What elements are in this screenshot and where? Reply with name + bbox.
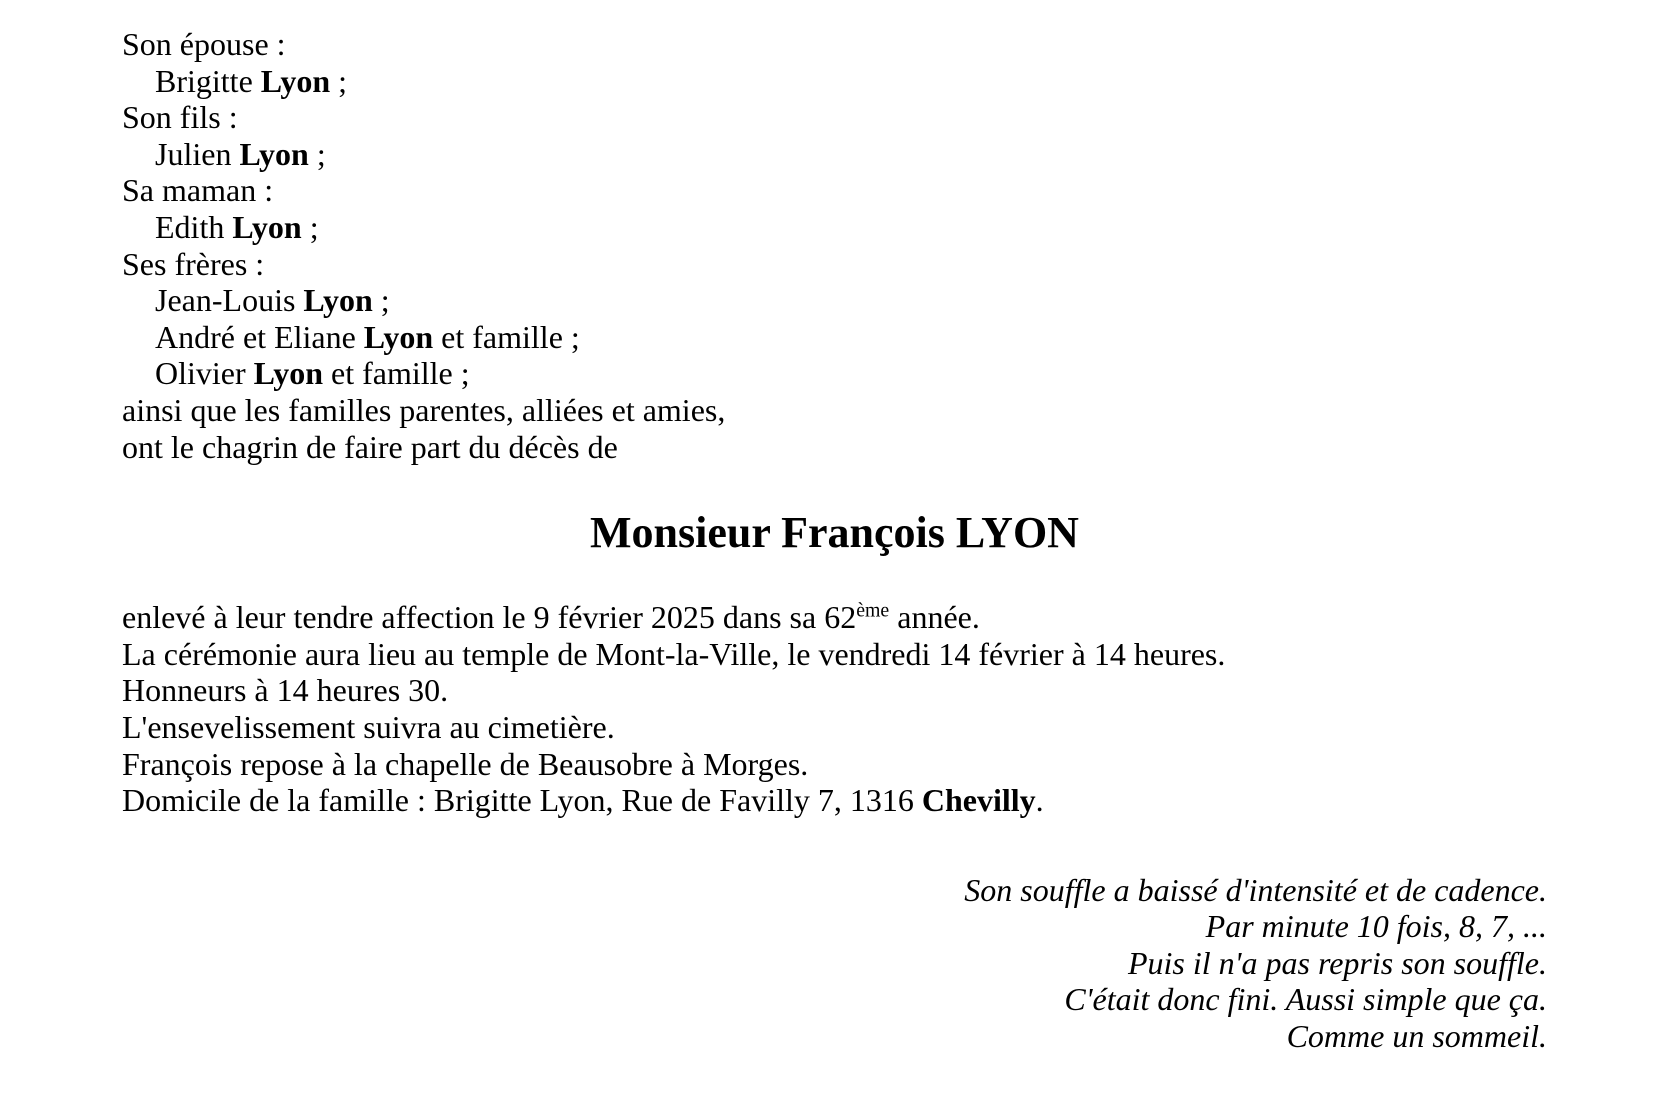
text-segment: ème xyxy=(856,599,890,622)
emphasized-text: Lyon xyxy=(232,208,302,245)
text-line xyxy=(122,136,1547,173)
text-segment: ainsi que les familles parentes, alliées et amies, xyxy=(122,391,726,428)
text-line xyxy=(122,599,1547,636)
text-segment: François repose à la chapelle de Beausobre à Morges. xyxy=(122,745,809,782)
text-line xyxy=(122,246,1547,283)
text-segment: Son fils : xyxy=(122,99,238,136)
text-segment: Olivier xyxy=(155,355,254,392)
text-line xyxy=(122,872,1547,909)
text-segment: Comme un sommeil. xyxy=(1286,1018,1547,1055)
text-segment: année. xyxy=(889,599,980,636)
text-segment: Sa maman : xyxy=(122,172,274,209)
text-segment: Son épouse : xyxy=(122,26,286,62)
text-segment: ; xyxy=(301,208,319,245)
text-segment: enlevé à leur tendre affection le 9 février 2025 dans sa 62 xyxy=(122,599,857,636)
text-line xyxy=(122,672,1547,709)
text-line xyxy=(122,392,1547,429)
text-line xyxy=(122,355,1547,392)
text-segment: Jean-Louis xyxy=(155,282,304,319)
text-line xyxy=(122,172,1547,209)
text-segment: Brigitte xyxy=(155,62,261,99)
text-segment: ; xyxy=(308,135,326,172)
emphasized-text: Lyon xyxy=(363,318,434,355)
text-line xyxy=(122,99,1547,136)
text-segment: et famille ; xyxy=(433,318,580,355)
emphasized-text: Lyon xyxy=(253,355,324,392)
deceased-name-title: Monsieur François LYON xyxy=(590,508,1079,558)
text-segment: Son souffle a baissé d'intensité et de cadence. xyxy=(964,871,1547,908)
text-line xyxy=(122,282,1547,319)
text-segment: Edith xyxy=(155,208,233,245)
text-line xyxy=(122,209,1547,246)
text-line xyxy=(122,908,1547,945)
text-line xyxy=(122,746,1547,783)
text-segment: ; xyxy=(372,282,390,319)
text-segment: ont le chagrin de faire part du décès de xyxy=(122,428,618,465)
text-line xyxy=(122,26,1547,63)
text-line xyxy=(122,319,1547,356)
emphasized-text: Chevilly xyxy=(921,782,1036,819)
text-segment: La cérémonie aura lieu au temple de Mont-la-Ville, le vendredi 14 février à 14 heures. xyxy=(122,635,1226,672)
text-line xyxy=(122,782,1547,819)
text-line xyxy=(122,1018,1547,1055)
text-segment: Puis il n'a pas repris son souffle. xyxy=(1127,944,1547,981)
announcement-content xyxy=(122,26,1547,1055)
text-line xyxy=(122,945,1547,982)
text-line xyxy=(122,63,1547,100)
text-segment: Domicile de la famille : Brigitte Lyon, Rue de Favilly 7, 1316 xyxy=(122,782,922,819)
text-segment: et famille ; xyxy=(323,355,470,392)
text-segment: Par minute 10 fois, 8, 7, ... xyxy=(1205,908,1547,945)
text-segment: . xyxy=(1035,782,1044,819)
text-segment: Ses frères : xyxy=(122,245,265,282)
emphasized-text: Lyon xyxy=(260,62,331,99)
text-segment: C'était donc fini. Aussi simple que ça. xyxy=(1064,981,1547,1018)
text-segment: Julien xyxy=(155,135,240,172)
text-line xyxy=(122,429,1547,466)
text-segment: ; xyxy=(330,62,348,99)
text-segment: André et Eliane xyxy=(155,318,364,355)
ceremony-details xyxy=(122,599,1547,819)
family-list xyxy=(122,26,1547,465)
text-line xyxy=(122,636,1547,673)
text-line xyxy=(122,981,1547,1018)
text-line xyxy=(122,709,1547,746)
emphasized-text: Lyon xyxy=(239,135,309,172)
emphasized-text: Lyon xyxy=(303,282,373,319)
text-segment: L'ensevelissement suivra au cimetière. xyxy=(122,708,615,745)
memorial-quote xyxy=(122,872,1547,1055)
text-segment: Honneurs à 14 heures 30. xyxy=(122,672,449,709)
